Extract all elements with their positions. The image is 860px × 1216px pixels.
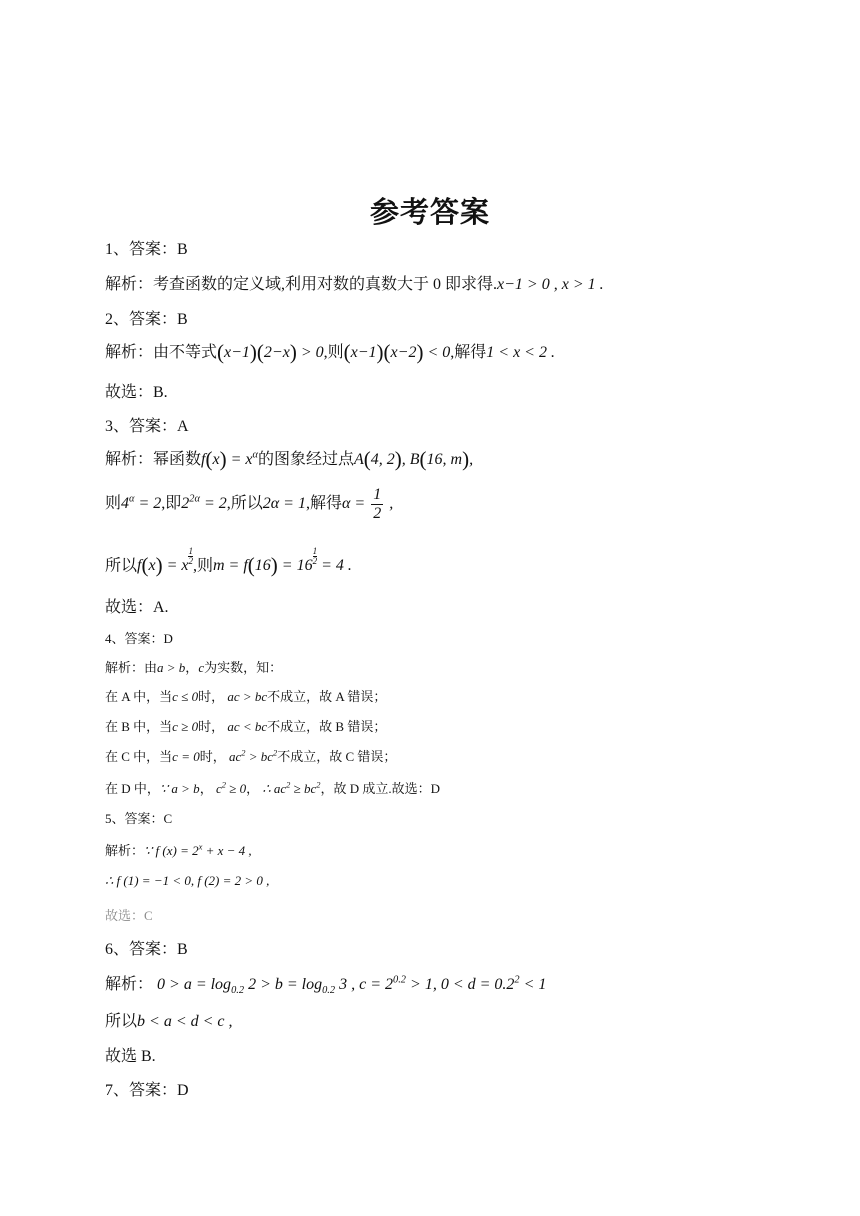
explanation-q4-case-c (105, 746, 396, 765)
math-case-b-cond: c ≥ 0 (172, 719, 199, 734)
answer-q6: 6、答案：B (105, 941, 188, 958)
explanation-q6-line2 (105, 1008, 233, 1031)
case-a-text-2: 时， (198, 689, 225, 704)
case-a-text-3: 不成立，故 A 错误； (267, 689, 387, 704)
explanation-q3-line2 (105, 486, 393, 522)
math-case-b-ineq: ac < bc (227, 719, 268, 734)
case-c-text-3: 不成立，故 C 错误； (277, 749, 397, 764)
answer-q3: 3、答案：A (105, 418, 189, 435)
explanation-q3-line3-a: 所以 (105, 557, 138, 575)
math-case-d-c2: $c^2 \ge 0$ (215, 779, 247, 796)
case-a-text-1: 在 A 中，当 (105, 689, 173, 704)
math-case-c-ineq: $ac^2 > bc^2$ (228, 747, 278, 764)
math-case-c-cond: c = 0 (172, 749, 200, 764)
explanation-q4-intro (105, 657, 282, 676)
conclusion-q3: 故选：A. (105, 599, 169, 616)
explanation-q4-case-a (105, 686, 386, 705)
explanation-q3-line2-a: 则 (105, 494, 122, 512)
explanation-q2-a: 解析：由不等式 (105, 344, 218, 361)
answer-q4: 4、答案：D (105, 631, 173, 646)
conclusion-q2: 故选：B. (105, 384, 168, 401)
conclusion-q5: 故选：C (105, 908, 153, 923)
answer-q1: 1、答案：B (105, 241, 188, 258)
case-b-text-2: 时， (198, 719, 225, 734)
math-q3-func: f(x) = x $\frac{1}{2}$ (137, 546, 193, 578)
answer-q2: 2、答案：B (105, 311, 188, 328)
math-q5-func: ∵ f $(x) = 2^x + x - 4$ , (144, 841, 252, 858)
answer-q7: 7、答案：D (105, 1082, 189, 1099)
case-d-text-3: ， (246, 781, 260, 796)
explanation-q2 (105, 339, 555, 365)
case-d-text-4: ，故 D 成立.故选：D (320, 781, 441, 796)
explanation-q3-line2-c: ,所以 (226, 494, 263, 512)
page-title: 参考答案 (369, 195, 490, 229)
math-q6-compare: $0 > a = \log_{0.2} 2 > b = \log_{0.2} 3$ , $c = 2^{0.2} > 1$, $0 < d = 0.2^2 < 1$ (157, 974, 547, 997)
math-q1: x−1 > 0 , x > 1 . (497, 276, 604, 293)
case-d-text-1: 在 D 中， (105, 781, 160, 796)
explanation-q5-line2 (105, 873, 269, 889)
math-q4-ab: a > b (157, 660, 186, 675)
math-q3-points: A(4, 2), B(16, m), (353, 447, 474, 471)
explanation-q4-case-d (105, 778, 440, 797)
explanation-q6-line2-text: 所以 (105, 1013, 138, 1030)
case-d-text-2: ， (199, 781, 213, 796)
math-q3-power-func: $f(x) = x^\alpha$ (201, 447, 258, 471)
explanation-q5-line1 (105, 840, 252, 859)
math-q3-alpha: α = $\frac{1}{2}$ , (341, 486, 394, 522)
explanation-q1-text: 解析：考查函数的定义域,利用对数的真数大于 0 即求得. (105, 276, 498, 293)
case-c-text-1: 在 C 中，当 (105, 749, 173, 764)
math-case-d-given: ∵ a > b (159, 781, 200, 796)
explanation-q3-line1-a: 解析：幂函数 (105, 451, 202, 468)
math-case-d-result: ∴ $ac^2 \ge bc^2$ (262, 779, 321, 796)
explanation-q2-b: ,则 (323, 344, 344, 361)
math-case-a-ineq: ac > bc (227, 689, 268, 704)
conclusion-q6: 故选 B. (105, 1048, 156, 1065)
explanation-q4-intro-b: ， (185, 660, 199, 675)
math-q2-ineq1: (x−1)(2−x) > 0 (217, 340, 324, 364)
explanation-q4-intro-a: 解析：由 (105, 660, 158, 675)
explanation-q3-line1-b: 的图象经过点 (257, 451, 354, 468)
answer-q5: 5、答案：C (105, 811, 173, 826)
math-q5-values: ∴ f (1) = −1 < 0, f (2) = 2 > 0 , (105, 873, 270, 888)
case-c-text-2: 时， (199, 749, 226, 764)
math-q3-eq1: $4^\alpha = 2$ (121, 493, 162, 512)
explanation-q2-c: ,解得 (450, 344, 487, 361)
math-q3-m-value: m = f(16) = 16 $\frac{1}{2}$ = 4 . (213, 546, 352, 578)
math-q2-result: 1 < x < 2 . (486, 344, 555, 361)
math-q2-ineq2: (x−1)(x−2) < 0 (343, 340, 451, 364)
explanation-q6-label: 解析： (105, 976, 154, 993)
explanation-q5-label: 解析： (105, 843, 145, 858)
explanation-q3-line3-b: ,则 (192, 557, 213, 575)
case-b-text-1: 在 B 中，当 (105, 719, 173, 734)
math-q3-eq3: 2α = 1 (262, 494, 306, 512)
math-q6-order: b < a < d < c , (137, 1013, 233, 1030)
math-q3-eq2: $2^{2\alpha} = 2$ (181, 493, 227, 512)
explanation-q4-intro-c: 为实数，知： (204, 660, 283, 675)
math-case-a-cond: c ≤ 0 (172, 689, 199, 704)
case-b-text-3: 不成立，故 B 错误； (267, 719, 387, 734)
explanation-q3-line1 (105, 446, 473, 472)
explanation-q1 (105, 271, 604, 294)
explanation-q3-line3 (105, 547, 352, 578)
explanation-q3-line2-b: ,即 (161, 494, 182, 512)
math-q4-c: c (198, 660, 205, 675)
explanation-q3-line2-d: ,解得 (305, 494, 342, 512)
explanation-q6-line1 (105, 971, 547, 997)
explanation-q4-case-b (105, 716, 386, 735)
